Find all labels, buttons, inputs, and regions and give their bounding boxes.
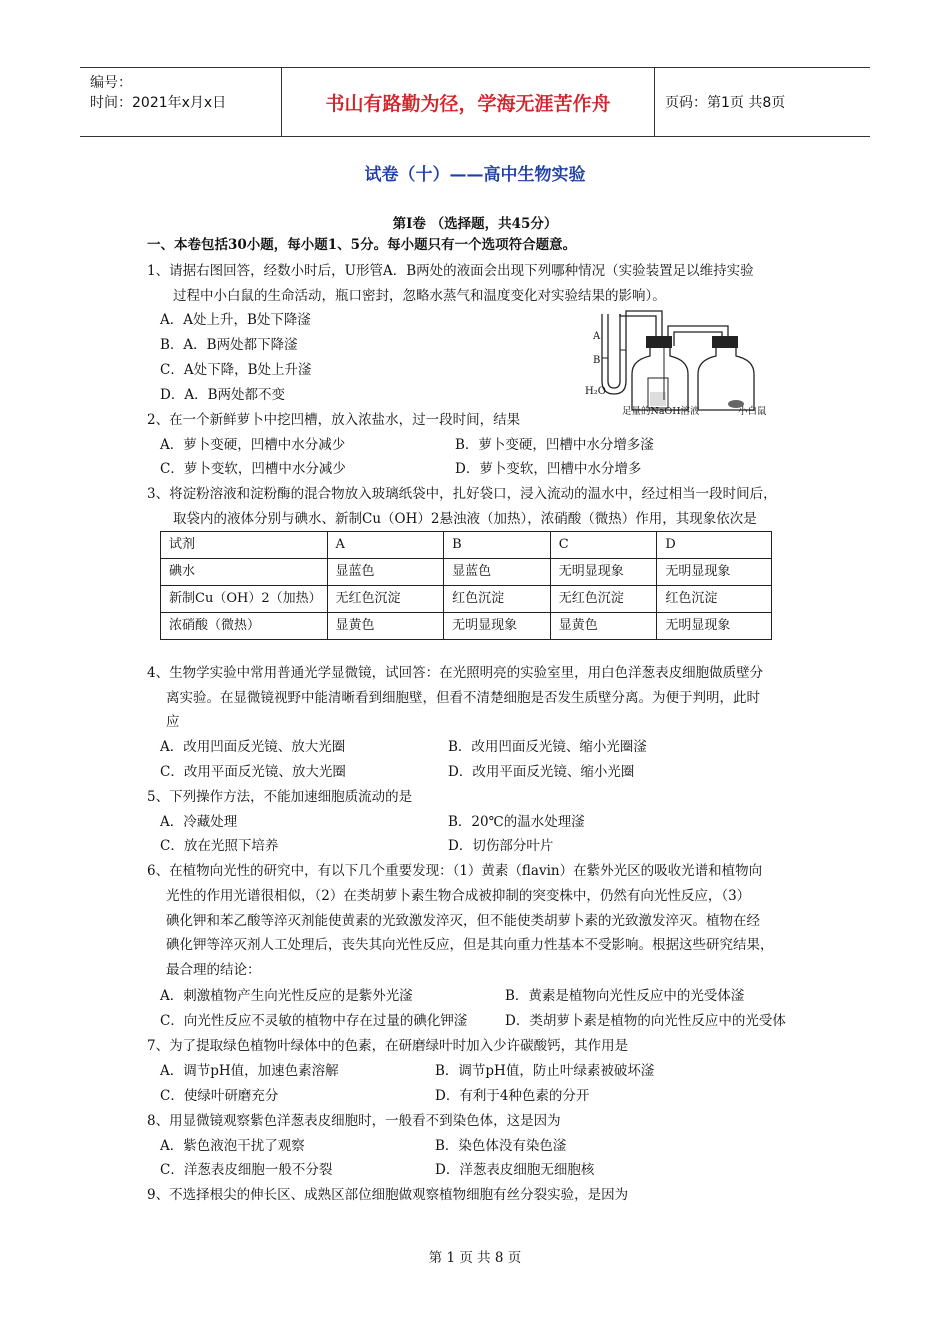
table-cell: 无红色沉淀 — [327, 586, 444, 613]
page-header — [80, 67, 870, 137]
q1-option-d: D．A．B两处都不变 — [160, 387, 285, 403]
q7-option-b: B．调节pH值，防止叶绿素被破坏滏 — [435, 1063, 655, 1079]
table-cell: 显蓝色 — [444, 559, 551, 586]
caption-naoh: 足量的NaOH溶液 — [622, 406, 700, 417]
q2-option-d: D．萝卜变软，凹槽中水分增多 — [455, 461, 642, 477]
table-header-cell: B — [444, 532, 551, 559]
table-cell: 新制Cu（OH）2（加热） — [161, 586, 328, 613]
q4-option-d: D．改用平面反光镜、缩小光圈 — [448, 764, 635, 780]
q4-option-c: C．改用平面反光镜、放大光圈 — [160, 764, 346, 780]
table-cell: 碘水 — [161, 559, 328, 586]
q7-option-d: D．有利于4种色素的分开 — [435, 1088, 590, 1104]
table-header-row — [161, 532, 772, 559]
q2-option-c: C．萝卜变软，凹槽中水分减少 — [160, 461, 346, 477]
table-header-cell: 试剂 — [161, 532, 328, 559]
q1-stem: 1、请据右图回答，经数小时后，U形管A．B两处的液面会出现下列哪种情况（实验装置足以维持实验 — [147, 263, 754, 279]
label-h2o: H₂O — [585, 386, 606, 397]
q6-option-d: D．类胡萝卜素是植物的向光性反应中的光受体 — [505, 1013, 786, 1029]
exam-title: 试卷（十）——高中生物实验 — [364, 165, 586, 185]
q3-table — [160, 531, 772, 640]
q4-option-b: B．改用凹面反光镜、缩小光圈滏 — [448, 739, 647, 755]
q7-stem: 7、为了提取绿色植物叶绿体中的色素，在研磨绿叶时加入少许碳酸钙，其作用是 — [147, 1038, 629, 1054]
q2-stem: 2、在一个新鲜萝卜中挖凹槽，放入浓盐水，过一段时间，结果 — [147, 412, 521, 428]
q6-option-b: B．黄素是植物向光性反应中的光受体滏 — [505, 988, 745, 1004]
table-row — [161, 613, 772, 640]
table-cell: 红色沉淀 — [657, 586, 772, 613]
header-number: 编号： — [90, 75, 132, 91]
table-cell: 显蓝色 — [327, 559, 444, 586]
table-cell: 浓硝酸（微热） — [161, 613, 328, 640]
q4-stem-cont: 离实验。在显微镜视野中能清晰看到细胞壁，但看不清楚细胞是否发生质壁分离。为便于判明，此时 — [166, 690, 760, 706]
q4-option-a: A．改用凹面反光镜、放大光圈 — [160, 739, 346, 755]
page-footer: 第 1 页 共 8 页 — [428, 1250, 522, 1266]
q3-stem-cont: 取袋内的液体分别与碘水、新制Cu（OH）2悬浊液（加热），浓硝酸（微热）作用，其现象依次是 — [173, 511, 757, 527]
q6-stem: 6、在植物向光性的研究中，有以下几个重要发现：（1）黄素（flavin）在紫外光区的吸收光谱和植物向 — [147, 863, 763, 879]
q6-option-a: A．刺激植物产生向光性反应的是紫外光滏 — [160, 988, 413, 1004]
q6-stem-cont3: 碘化钾等淬灭剂人工处理后，丧失其向光性反应，但是其向重力性基本不受影响。根据这些研究结果， — [166, 937, 774, 953]
q5-option-c: C．放在光照下培养 — [160, 838, 279, 854]
header-meta — [80, 68, 280, 136]
table-cell: 显黄色 — [550, 613, 657, 640]
instruction: 一、本卷包括30小题，每小题1、5分。每小题只有一个选项符合题意。 — [147, 237, 577, 253]
table-header-cell: D — [657, 532, 772, 559]
q8-option-a: A．紫色液泡干扰了观察 — [160, 1138, 305, 1154]
q6-option-c: C．向光性反应不灵敏的植物中存在过量的碘化钾滏 — [160, 1013, 468, 1029]
label-a: A — [593, 331, 601, 342]
table-cell: 无明显现象 — [444, 613, 551, 640]
q2-option-b: B．萝卜变硬，凹槽中水分增多滏 — [455, 437, 654, 453]
table-cell: 无红色沉淀 — [550, 586, 657, 613]
q8-option-c: C．洋葱表皮细胞一般不分裂 — [160, 1162, 333, 1178]
table-cell: 显黄色 — [327, 613, 444, 640]
q3-stem: 3、将淀粉溶液和淀粉酶的混合物放入玻璃纸袋中，扎好袋口，浸入流动的温水中，经过相当一段时间后， — [147, 486, 777, 502]
q8-stem: 8、用显微镜观察紫色洋葱表皮细胞时，一般看不到染色体，这是因为 — [147, 1113, 561, 1129]
q4-stem: 4、生物学实验中常用普通光学显微镜，试回答：在光照明亮的实验室里，用白色洋葱表皮细胞做质壁分 — [147, 665, 764, 681]
caption-mouse: 小白鼠 — [738, 406, 767, 417]
q9-stem: 9、不选择根尖的伸长区、成熟区部位细胞做观察植物细胞有丝分裂实验，是因为 — [147, 1187, 629, 1203]
q8-option-b: B．染色体没有染色滏 — [435, 1138, 567, 1154]
table-cell: 无明显现象 — [657, 559, 772, 586]
label-b: B — [593, 355, 601, 366]
q1-option-a: A．A处上升，B处下降滏 — [160, 312, 311, 328]
table-cell: 无明显现象 — [657, 613, 772, 640]
q6-stem-cont2: 碘化钾和苯乙酸等淬灭剂能使黄素的光致激发淬灭，但不能使类胡萝卜素的光致激发淬灭。植物在经 — [166, 913, 760, 929]
table-row — [161, 559, 772, 586]
table-header-cell: A — [327, 532, 444, 559]
q5-stem: 5、下列操作方法，不能加速细胞质流动的是 — [147, 789, 413, 805]
q1-option-c: C．A处下降，B处上升滏 — [160, 362, 312, 378]
q8-option-d: D．洋葱表皮细胞无细胞核 — [435, 1162, 595, 1178]
table-cell: 无明显现象 — [550, 559, 657, 586]
q6-stem-cont4: 最合理的结论： — [166, 962, 261, 978]
header-motto: 书山有路勤为径，学海无涯苦作舟 — [281, 68, 655, 136]
q1-stem-cont: 过程中小白鼠的生命活动，瓶口密封，忽略水蒸气和温度变化对实验结果的影响）。 — [173, 288, 666, 304]
q1-option-b: B．A．B两处都下降滏 — [160, 337, 298, 353]
table-row — [161, 586, 772, 613]
q2-option-a: A．萝卜变硬，凹槽中水分减少 — [160, 437, 346, 453]
header-time: 时间：2021年x月x日 — [90, 95, 227, 111]
table-cell: 红色沉淀 — [444, 586, 551, 613]
q5-option-b: B．20℃的温水处理滏 — [448, 814, 585, 830]
q5-option-a: A．冷藏处理 — [160, 814, 238, 830]
q6-stem-cont: 光性的作用光谱很相似，（2）在类胡萝卜素生物合成被抑制的突变株中，仍然有向光性反应，（3） — [166, 888, 751, 904]
q4-stem-cont2: 应 — [166, 714, 180, 730]
table-header-cell: C — [550, 532, 657, 559]
section-heading: 第Ⅰ卷 （选择题，共45分） — [392, 216, 558, 232]
q7-option-c: C．使绿叶研磨充分 — [160, 1088, 279, 1104]
q7-option-a: A．调节pH值，加速色素溶解 — [160, 1063, 339, 1079]
q5-option-d: D．切伤部分叶片 — [448, 838, 554, 854]
header-page-info: 页码：第1页 共8页 — [665, 95, 786, 111]
